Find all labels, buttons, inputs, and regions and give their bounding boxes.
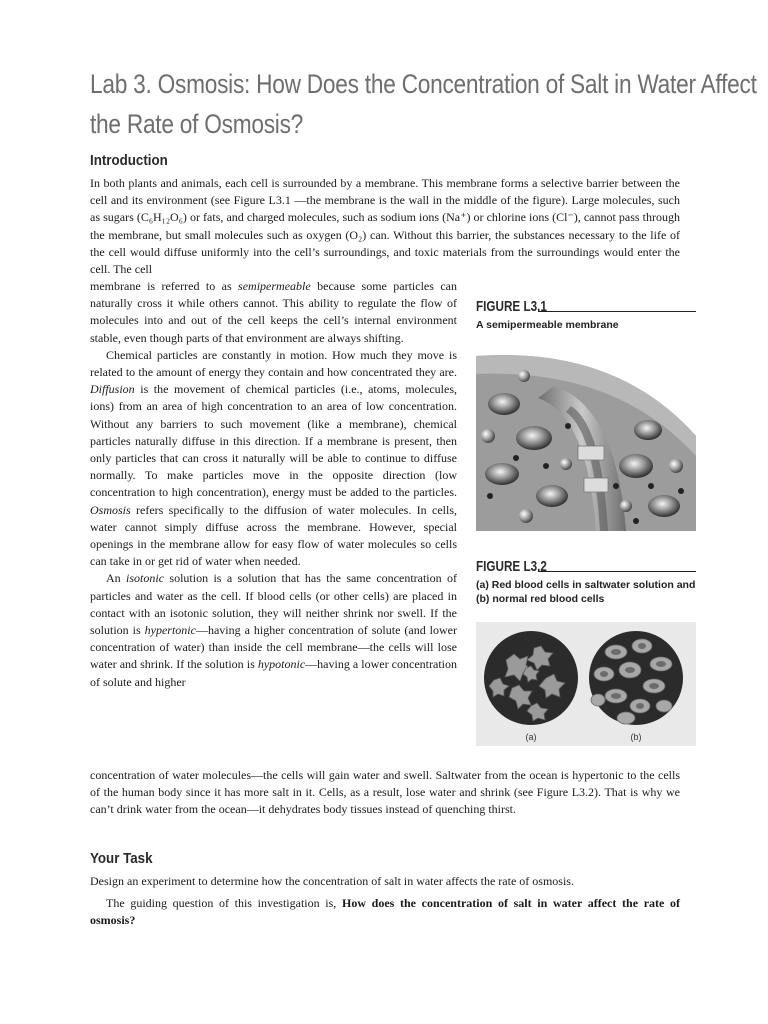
intro-paragraph-3 bbox=[90, 570, 457, 690]
text-run: An bbox=[106, 571, 127, 586]
task-paragraph-2 bbox=[90, 895, 680, 929]
page-title-line-1: Lab 3. Osmosis: How Does the Concentration of Salt in Water Affect bbox=[90, 69, 757, 99]
figure-2-label: FIGURE L3.2 bbox=[476, 558, 547, 575]
term-diffusion: Diffusion bbox=[90, 382, 135, 397]
figure-2-panel-b-label: (b) bbox=[630, 732, 642, 742]
term-osmosis: Osmosis bbox=[90, 502, 131, 517]
figure-2-title bbox=[476, 558, 696, 575]
intro-paragraph-3-continued: concentration of water molecules—the cells will gain water and swell. Saltwater from the ocean is hypertonic to the cells of the human body since it has more salt in it. Cells, as a result, lose water and shrink (see Figure L3.2). That is why we can’t drink water from the ocean—it dehydrates body tissues instead of quenching thirst. bbox=[90, 768, 680, 817]
intro-wrapped-column bbox=[90, 278, 457, 691]
text-run: membrane is referred to as bbox=[90, 279, 239, 293]
term-semipermeable: semipermeable bbox=[238, 279, 311, 293]
semipermeable-membrane-illustration bbox=[476, 346, 696, 531]
text-run: —having a higher concentration of solute (and lower concentration of water) than inside the cell membrane—the cells will lose water and shrink. If the solution is bbox=[90, 623, 457, 672]
text-run: Chemical particles are constantly in motion. How much they move is related to the amount of energy they contain and how concentrated they are. bbox=[90, 347, 457, 380]
page-title bbox=[90, 64, 757, 144]
figure-2-panel-a-label: (a) bbox=[525, 732, 537, 742]
figure-1-label: FIGURE L3.1 bbox=[476, 298, 547, 315]
term-hypertonic: hypertonic bbox=[144, 623, 196, 638]
text-run: because some particles can naturally cross it while others cannot. This ability to regulate the flow of molecules into and out of the cell keeps the cell’s internal environment stable, even though parts of that environment are always shifting. bbox=[90, 279, 457, 345]
text-run: —having a lower concentration of solute and higher bbox=[90, 657, 457, 689]
figure-2-rule bbox=[538, 571, 696, 572]
red-blood-cells-illustration bbox=[476, 622, 696, 746]
page-title-line-2: the Rate of Osmosis? bbox=[90, 109, 304, 139]
figure-1-rule bbox=[538, 311, 696, 312]
term-isotonic: isotonic bbox=[126, 571, 165, 586]
text-run: The guiding question of this investigation is, bbox=[106, 896, 342, 910]
figure-1-caption: A semipermeable membrane bbox=[476, 319, 619, 331]
figure-1-header bbox=[476, 298, 696, 332]
your-task-heading: Your Task bbox=[90, 851, 153, 867]
guiding-question: How does the concentration of salt in water affect the rate of osmosis? bbox=[90, 896, 680, 928]
figure-1-title bbox=[476, 298, 696, 315]
intro-paragraph-2 bbox=[90, 347, 457, 571]
text-run: refers specifically to the diffusion of water molecules. In cells, water cannot simply diffuse across the membrane. However, special openings in the membrane allow for easy flow of water molecules so cells can take in or get rid of water when needed. bbox=[90, 502, 457, 569]
task-paragraph-1: Design an experiment to determine how the concentration of salt in water affects the rate of osmosis. bbox=[90, 874, 574, 888]
intro-paragraph-1: In both plants and animals, each cell is surrounded by a membrane. This membrane forms a selective barrier between the cell and its environment (see Figure L3.1 —the membrane is the wall in the middle of the figure). Large molecules, such as sugars (C₆H₁₂O₆) or fats, and charged molecules, such as sodium ions (Na⁺) or chlorine ions (Cl⁻), cannot pass through the membrane, but small molecules such as oxygen (O₂) can. Without this barrier, the substances necessary to the life of the cell would diffuse uniformly into the cell’s surroundings, and toxic materials from the surroundings would enter the cell. The cell bbox=[90, 176, 680, 277]
figure-2-caption: (a) Red blood cells in saltwater solution and (b) normal red blood cells bbox=[476, 579, 696, 605]
figure-2-header bbox=[476, 558, 696, 606]
text-run: solution is a solution that has the same concentration of particles and water as the cell. If blood cells (or other cells) are placed in contact with an isotonic solution, they will neither shrink nor swell. If the solution is bbox=[90, 571, 458, 638]
introduction-heading: Introduction bbox=[90, 153, 168, 169]
text-run: is the movement of chemical particles (i.e., atoms, molecules, ions) from an area of high concentration to an area of low concentration. Without any barriers to such movement (like a membrane), chemical particles naturally diffuse in this direction. If a membrane is present, then only particles that can cross it naturally will be able to continue to diffuse normally. To make particles move in the opposite direction (low concentration to high concentration), energy must be added to the particles. bbox=[90, 382, 457, 500]
term-hypotonic: hypotonic bbox=[257, 657, 306, 672]
intro-paragraph-1-continued bbox=[90, 278, 457, 347]
